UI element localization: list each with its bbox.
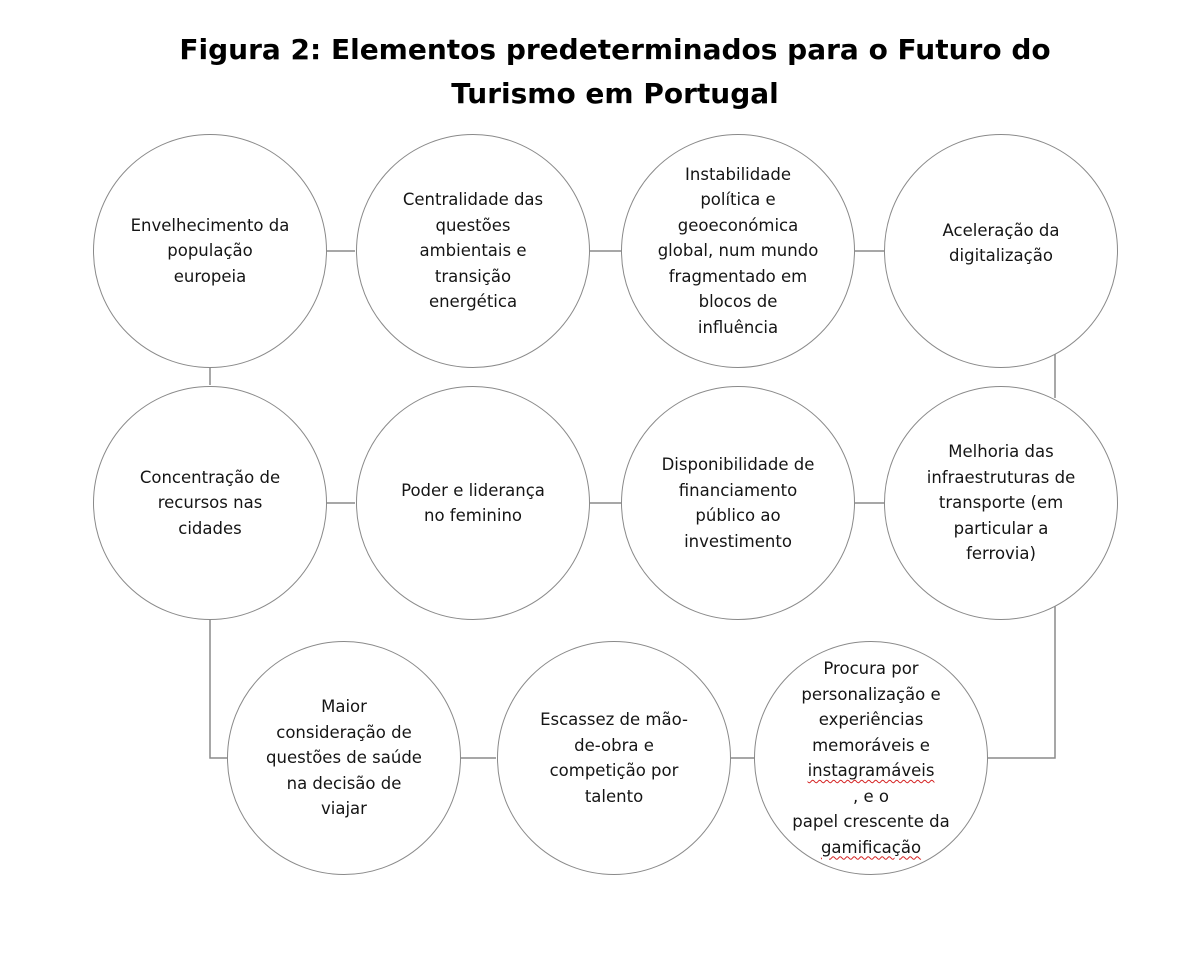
connector-concentracao-saude bbox=[210, 620, 227, 758]
node-ambientais-label: Centralidade das questões ambientais e transição energética bbox=[402, 190, 544, 312]
node-concentracao bbox=[93, 386, 327, 620]
node-concentracao-label: Concentração de recursos nas cidades bbox=[139, 467, 281, 538]
node-financiamento-label: Disponibilidade de financiamento público ao investimento bbox=[661, 455, 815, 551]
node-personalizacao bbox=[754, 641, 988, 875]
node-mao-de-obra bbox=[497, 641, 731, 875]
node-infraestruturas bbox=[884, 386, 1118, 620]
node-feminino-label: Poder e liderança no feminino bbox=[401, 480, 545, 525]
node-personalizacao-label: Procura por personalização e experiências memoráveis e instagramáveis , e o papel crescente da gamificação bbox=[792, 659, 950, 857]
node-instabilidade-label: Instabilidade política e geoeconómica global, num mundo fragmentado em blocos de influência bbox=[657, 164, 819, 337]
node-infraestruturas-label: Melhoria das infraestruturas de transporte (em particular a ferrovia) bbox=[926, 442, 1076, 564]
node-saude bbox=[227, 641, 461, 875]
node-digitalizacao-label: Aceleração da digitalização bbox=[942, 220, 1060, 265]
node-saude-label: Maior consideração de questões de saúde na decisão de viajar bbox=[266, 697, 422, 819]
figure-title-line-1: Figura 2: Elementos predeterminados para o Futuro do bbox=[179, 33, 1051, 66]
node-envelhecimento-label: Envelhecimento da população europeia bbox=[130, 215, 290, 286]
node-digitalizacao bbox=[884, 134, 1118, 368]
node-mao-de-obra-label: Escassez de mão- de-obra e competição por talento bbox=[540, 710, 688, 806]
node-ambientais bbox=[356, 134, 590, 368]
figure-title-line-2: Turismo em Portugal bbox=[451, 77, 779, 110]
node-instabilidade bbox=[621, 134, 855, 368]
node-financiamento bbox=[621, 386, 855, 620]
node-feminino bbox=[356, 386, 590, 620]
node-envelhecimento bbox=[93, 134, 327, 368]
connector-infraestruturas-personalizacao bbox=[988, 606, 1055, 758]
